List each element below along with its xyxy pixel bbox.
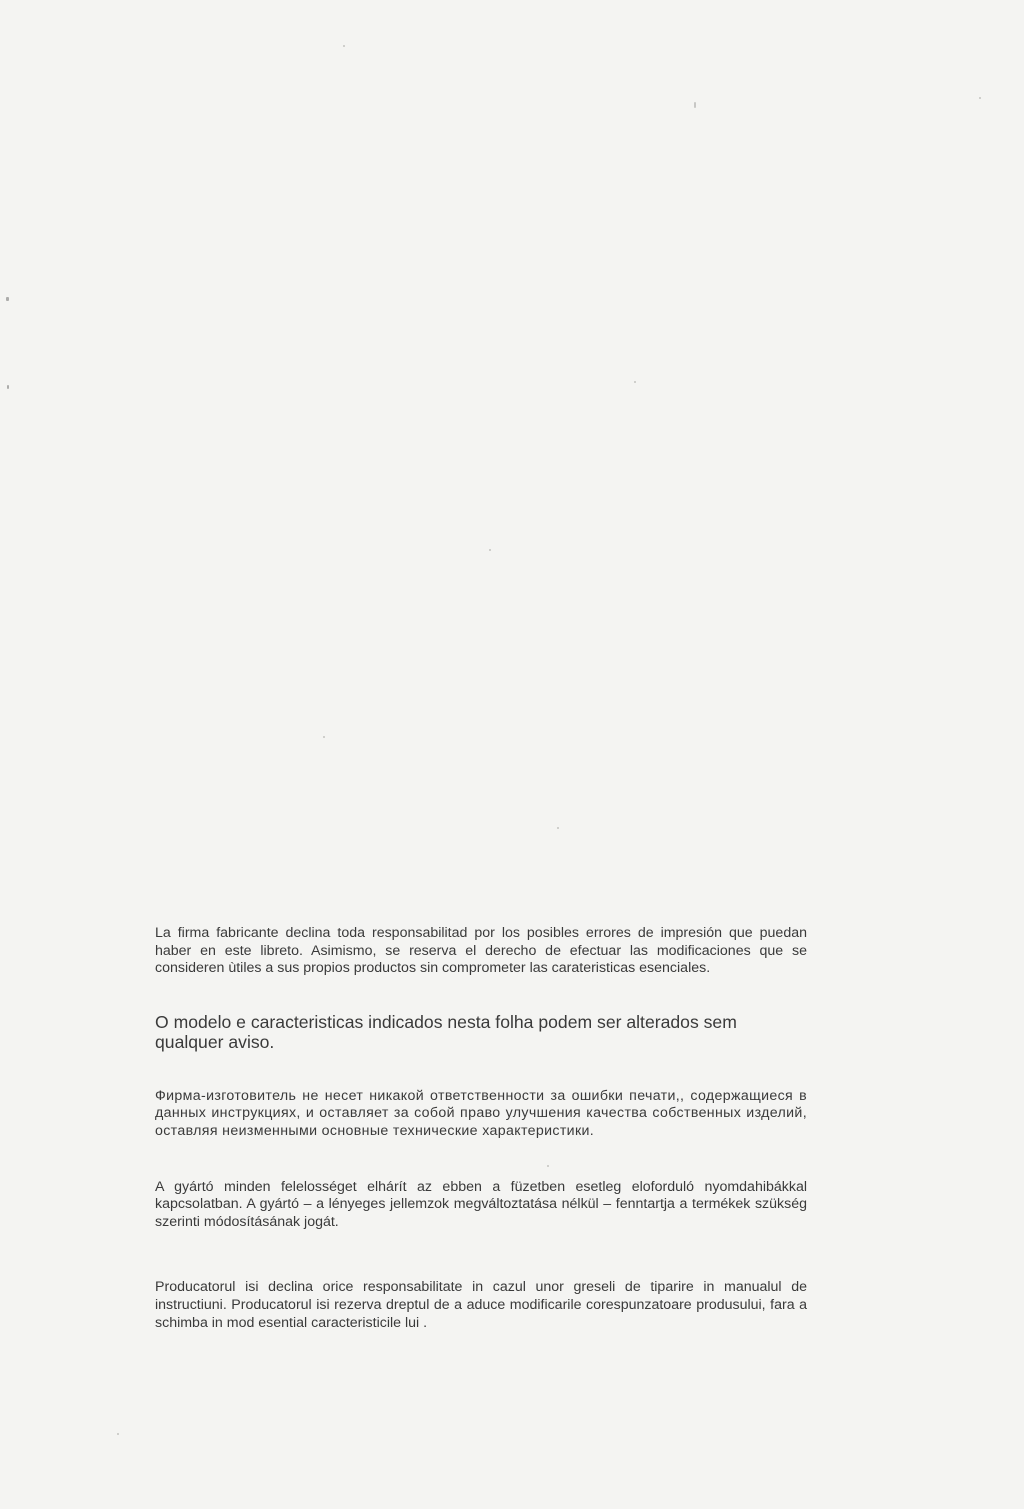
notice-spanish: La firma fabricante declina toda responsabilitad por los posibles errores de impresión que puedan haber en este libreto. Asimismo, se reserva el derecho de efectuar las modificaciones que se consideren ùtiles a sus propios productos sin comprometer las carateristicas esenciales. (155, 925, 807, 977)
disclaimer-notices (155, 925, 807, 1332)
paper-speck (489, 549, 491, 551)
notice-russian: Фирма-изготовитель не несет никакой ответственности за ошибки печати,, содержащиеся в данных инструкциях, и оставляет за собой право улучшения качества собственных изделий, оставляя неизменными основные технические характеристики. (155, 1087, 807, 1139)
paper-speck (117, 1433, 119, 1435)
paper-speck (323, 736, 325, 738)
paper-speck (7, 385, 9, 389)
paper-speck (343, 45, 345, 47)
notice-hungarian: A gyártó minden felelosséget elhárít az ebben a füzetben esetleg eloforduló nyomdahibákkal kapcsolatban. A gyártó – a lényeges jellemzok megváltoztatása nélkül – fenntartja a termékek szükség szerinti módosításának jogát. (155, 1178, 807, 1230)
notice-romanian: Producatorul isi declina orice responsabilitate in cazul unor greseli de tiparire in manualul de instructiuni. Producatorul isi rezerva dreptul de a aduce modificarile corespunzatoare produsului, fara a schimba in mod esential caracteristicile lui . (155, 1279, 807, 1331)
paper-speck (694, 102, 696, 108)
paper-speck (6, 297, 9, 301)
notice-portuguese: O modelo e caracteristicas indicados nesta folha podem ser alterados sem qualquer aviso. (155, 1011, 737, 1053)
paper-speck (979, 97, 981, 99)
paper-speck (634, 381, 636, 383)
paper-speck (557, 827, 559, 829)
